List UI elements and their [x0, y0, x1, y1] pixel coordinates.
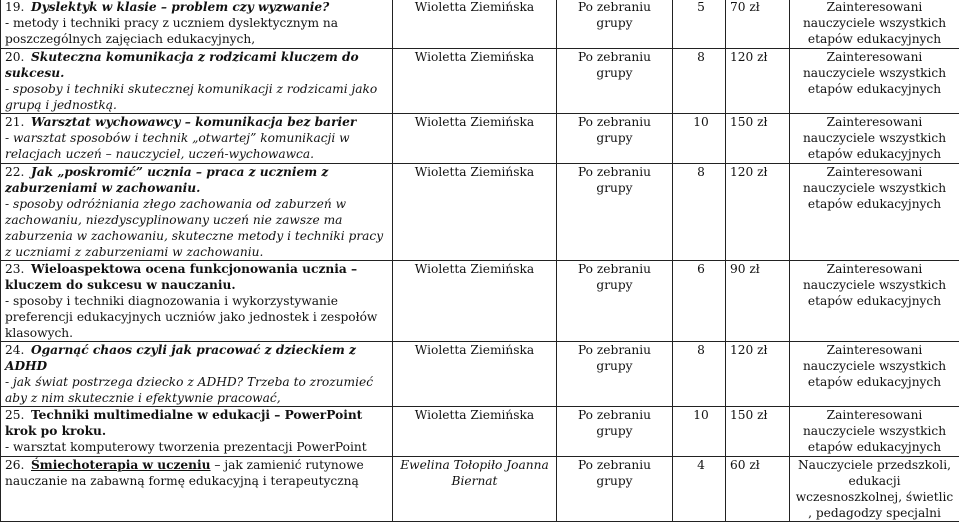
hours-cell: 8 [673, 164, 726, 261]
target-cell: Zainteresowani nauczyciele wszystkich etapów edukacyjnych [790, 407, 959, 457]
hours-cell: 10 [673, 407, 726, 457]
course-description: - jak świat postrzega dziecko z ADHD? Trzeba to zrozumieć aby z nim skutecznie i efektywnie pracować, [5, 375, 373, 405]
course-cell [1, 164, 393, 261]
course-cell [1, 407, 393, 457]
row-number: 25. [5, 407, 31, 423]
hours-cell: 5 [673, 0, 726, 49]
table-row [1, 164, 959, 261]
table-row [1, 407, 959, 457]
trainer-cell: Wioletta Ziemińska [393, 164, 557, 261]
price-cell: 120 zł [726, 49, 790, 114]
course-description: - warsztat komputerowy tworzenia prezentacji PowerPoint [5, 440, 367, 454]
target-cell: Nauczyciele przedszkoli, edukacji wczesnoszkolnej, świetlic , pedagodzy specjalni [790, 457, 959, 522]
price-cell: 90 zł [726, 261, 790, 342]
course-title: Śmiechoterapia w uczeniu [31, 458, 211, 472]
table-row [1, 261, 959, 342]
hours-cell: 10 [673, 114, 726, 164]
row-number: 19. [5, 0, 31, 15]
price-cell: 120 zł [726, 164, 790, 261]
table-row [1, 114, 959, 164]
course-title: Warsztat wychowawcy – komunikacja bez barier [31, 115, 356, 129]
course-title: Skuteczna komunikacja z rodzicami kluczem do sukcesu. [5, 50, 359, 80]
trainer-cell: Wioletta Ziemińska [393, 0, 557, 49]
row-number: 24. [5, 342, 31, 358]
course-cell [1, 342, 393, 407]
course-cell [1, 114, 393, 164]
course-cell [1, 457, 393, 522]
target-cell: Zainteresowani nauczyciele wszystkich etapów edukacyjnych [790, 0, 959, 49]
trainer-cell: Wioletta Ziemińska [393, 342, 557, 407]
row-number: 26. [5, 457, 31, 473]
row-number: 21. [5, 114, 31, 130]
trainer-cell: Wioletta Ziemińska [393, 407, 557, 457]
trainer-cell: Ewelina Tołopiło Joanna Biernat [393, 457, 557, 522]
time-cell: Po zebraniu grupy [557, 407, 673, 457]
table-row [1, 342, 959, 407]
time-cell: Po zebraniu grupy [557, 261, 673, 342]
time-cell: Po zebraniu grupy [557, 457, 673, 522]
trainer-cell: Wioletta Ziemińska [393, 114, 557, 164]
time-cell: Po zebraniu grupy [557, 342, 673, 407]
time-cell: Po zebraniu grupy [557, 164, 673, 261]
hours-cell: 6 [673, 261, 726, 342]
table-row [1, 457, 959, 522]
time-cell: Po zebraniu grupy [557, 114, 673, 164]
course-description: - sposoby i techniki skutecznej komunikacji z rodzicami jako grupą i jednostką. [5, 82, 377, 112]
course-title-rest: – jak zamienić rutynowe nauczanie na zabawną formę edukacyjną i terapeutyczną [5, 458, 364, 488]
time-cell: Po zebraniu grupy [557, 49, 673, 114]
trainer-cell: Wioletta Ziemińska [393, 261, 557, 342]
target-cell: Zainteresowani nauczyciele wszystkich etapów edukacyjnych [790, 342, 959, 407]
trainer-cell: Wioletta Ziemińska [393, 49, 557, 114]
row-number: 23. [5, 261, 31, 277]
price-cell: 150 zł [726, 114, 790, 164]
hours-cell: 4 [673, 457, 726, 522]
course-title: Ogarnąć chaos czyli jak pracować z dzieckiem z ADHD [5, 343, 356, 373]
time-cell: Po zebraniu grupy [557, 0, 673, 49]
course-cell [1, 261, 393, 342]
hours-cell: 8 [673, 49, 726, 114]
table-row [1, 49, 959, 114]
course-title: Wieloaspektowa ocena funkcjonowania ucznia – kluczem do sukcesu w nauczaniu. [5, 262, 357, 292]
price-cell: 120 zł [726, 342, 790, 407]
target-cell: Zainteresowani nauczyciele wszystkich etapów edukacyjnych [790, 164, 959, 261]
target-cell: Zainteresowani nauczyciele wszystkich etapów edukacyjnych [790, 261, 959, 342]
course-description: - sposoby i techniki diagnozowania i wykorzystywanie preferencji edukacyjnych uczniów jako jednostek i zespołów klasowych. [5, 294, 377, 340]
course-cell [1, 49, 393, 114]
course-title: Jak „poskromić” ucznia – praca z uczniem z zaburzeniami w zachowaniu. [5, 165, 328, 195]
hours-cell: 8 [673, 342, 726, 407]
course-description: - warsztat sposobów i technik „otwartej” komunikacji w relacjach uczeń – nauczyciel, uczeń-wychowawca. [5, 131, 350, 161]
target-cell: Zainteresowani nauczyciele wszystkich etapów edukacyjnych [790, 114, 959, 164]
course-title: Dyslektyk w klasie – problem czy wyzwanie? [31, 0, 329, 14]
course-title: Techniki multimedialne w edukacji – PowerPoint krok po kroku. [5, 408, 362, 438]
price-cell: 150 zł [726, 407, 790, 457]
course-description: - sposoby odróżniania złego zachowania od zaburzeń w zachowaniu, niezdyscyplinowany uczeń nie zawsze ma zaburzenia w zachowaniu, skuteczne metody i techniki pracy z uczniami z zaburzeniami w zachowaniu. [5, 197, 383, 259]
course-description: - metody i techniki pracy z uczniem dyslektycznym na poszczególnych zajęciach edukacyjnych, [5, 16, 338, 46]
course-cell [1, 0, 393, 49]
target-cell: Zainteresowani nauczyciele wszystkich etapów edukacyjnych [790, 49, 959, 114]
price-cell: 60 zł [726, 457, 790, 522]
price-cell: 70 zł [726, 0, 790, 49]
row-number: 22. [5, 164, 31, 180]
row-number: 20. [5, 49, 31, 65]
table-row [1, 0, 959, 49]
